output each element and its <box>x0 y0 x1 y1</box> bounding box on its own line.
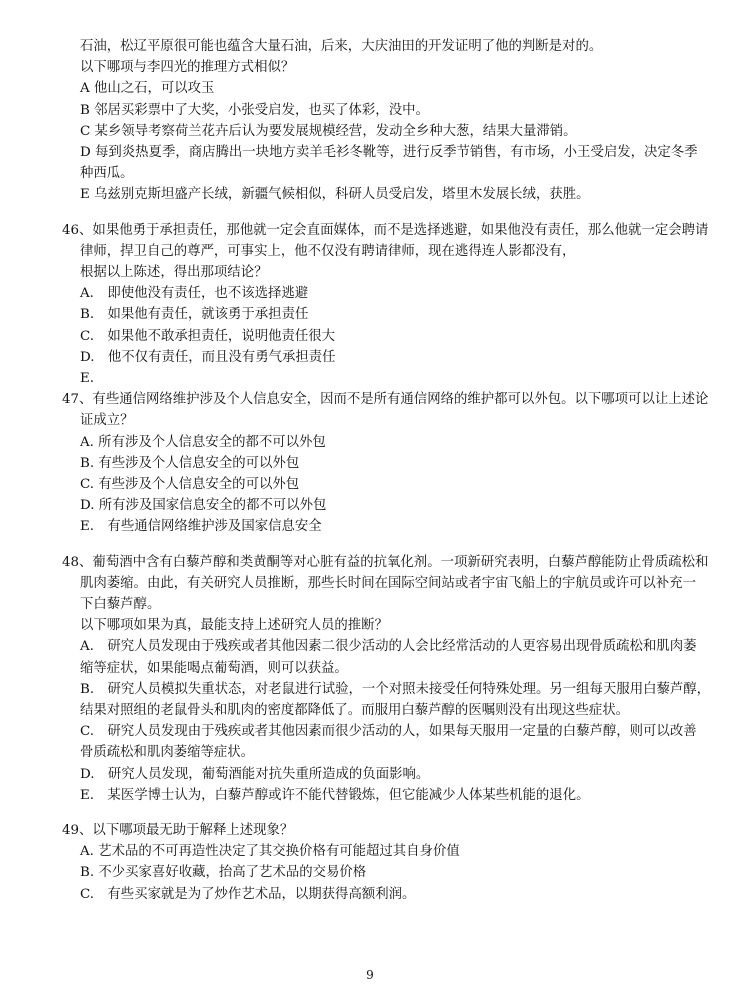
q45-option-d-cont: 种西瓜。 <box>80 166 134 182</box>
q48-stem-line-3: 下白藜芦醇。 <box>80 597 161 612</box>
q45-option-e: E 乌兹别克斯坦盛产长绒，新疆气候相似，科研人员受启发，塔里木发展长绒，获胜。 <box>80 187 590 203</box>
q45-option-b: B 邻居买彩票中了大奖，小张受启发，也买了体彩，没中。 <box>80 102 429 118</box>
q45-line-1: 石油，松辽平原很可能也蕴含大量石油，后来，大庆油田的开发证明了他的判断是对的。 <box>80 39 603 54</box>
q48-stem-line-2: 肌肉萎缩。由此，有关研究人员推断，那些长时间在国际空间站或者宇宙飞船上的宇航员或许可以补充一 <box>80 575 696 591</box>
q46-option-d: D. 他不仅有责任，而且没有勇气承担责任 <box>80 349 336 365</box>
q48-option-b-cont: 结果对照组的老鼠骨头和肌肉的密度都降低了。而服用白藜芦醇的医嘱则没有出现这些症状。 <box>80 703 630 718</box>
q48-option-b: B. 研究人员模拟失重状态，对老鼠进行试验，一个对照未接受任何特殊处理。另一组每天服用白藜芦醇， <box>80 681 711 697</box>
q46-option-e: E. <box>80 371 95 386</box>
page-number: 9 <box>366 968 374 982</box>
q47-stem-line-2: 证成立？ <box>80 413 134 429</box>
q48-option-e: E. 某医学博士认为，白藜芦醇或许不能代替锻炼，但它能减少人体某些机能的退化。 <box>80 787 590 803</box>
q49-option-a: A. 艺术品的不可再造性决定了其交换价格有可能超过其自身价值 <box>80 844 460 860</box>
q46-stem-line-2: 律师，捍卫自己的尊严，可事实上，他不仅没有聘请律师，现在逃得连人影都没有， <box>80 243 576 259</box>
q46-option-a: A. 即使他没有责任，也不该选择逃避 <box>80 286 309 302</box>
q46-option-b: B. 如果他有责任，就该勇于承担责任 <box>80 307 309 323</box>
q47-option-a: A. 所有涉及个人信息安全的都不可以外包 <box>80 434 326 450</box>
q46-prompt: 根据以上陈述，得出那项结论？ <box>80 265 268 280</box>
q45-option-d: D 每到炎热夏季，商店腾出一块地方卖羊毛衫冬靴等，进行反季节销售，有市场，小王受启发，决定冬季 <box>80 145 698 160</box>
q46-stem-line-1: 46、如果他勇于承担责任，那他就一定会直面媒体，而不是选择逃避，如果他没有责任，那么他就一定会聘请 <box>62 222 709 238</box>
q47-option-c: C. 有些涉及个人信息安全的可以外包 <box>80 477 300 492</box>
q49-option-b: B. 不少买家喜好收藏，抬高了艺术品的交易价格 <box>80 865 367 881</box>
q47-stem-line-1: 47、有些通信网络维护涉及个人信息安全，因而不是所有通信网络的维护都可以外包。以下哪项可以让上述论 <box>62 392 709 408</box>
q48-stem-line-1: 48、葡萄酒中含有白藜芦醇和类黄酮等对心脏有益的抗氧化剂。一项新研究表明，白藜芦醇能防止骨质疏松和 <box>62 554 709 570</box>
q48-prompt: 以下哪项如果为真，最能支持上述研究人员的推断？ <box>80 618 388 634</box>
q48-option-d: D. 研究人员发现，葡萄酒能对抗失重所造成的负面影响。 <box>80 766 430 782</box>
q45-option-c: C 某乡领导考察荷兰花卉后认为要发展规模经营，发动全乡种大葱，结果大量滞销。 <box>80 123 577 139</box>
q49-option-c: C. 有些买家就是为了炒作艺术品，以期获得高额利润。 <box>80 886 416 902</box>
q48-option-c: C. 研究人员发现由于残疾或者其他因素而很少活动的人，如果每天服用一定量的白藜芦醇，则可以改善 <box>80 724 697 740</box>
q46-option-c: C. 如果他不敢承担责任，说明他责任很大 <box>80 328 336 344</box>
q48-option-a-cont: 缩等症状，如果能喝点葡萄酒，则可以获益。 <box>80 660 348 676</box>
q47-option-e: E. 有些通信网络维护涉及国家信息安全 <box>80 519 322 535</box>
q45-prompt: 以下哪项与李四光的推理方式相似？ <box>80 60 295 76</box>
q45-option-a: A 他山之石，可以攻玉 <box>80 81 215 97</box>
q48-option-a: A. 研究人员发现由于残疾或者其他因素二很少活动的人会比经常活动的人更容易出现骨质疏松和肌肉萎 <box>80 639 697 655</box>
q48-option-c-cont: 骨质疏松和肌肉萎缩等症状。 <box>80 745 255 761</box>
q47-option-b: B. 有些涉及个人信息安全的可以外包 <box>80 455 300 471</box>
q47-option-d: D. 所有涉及国家信息安全的都不可以外包 <box>80 498 327 514</box>
q49-stem: 49、以下哪项最无助于解释上述现象？ <box>62 823 294 838</box>
